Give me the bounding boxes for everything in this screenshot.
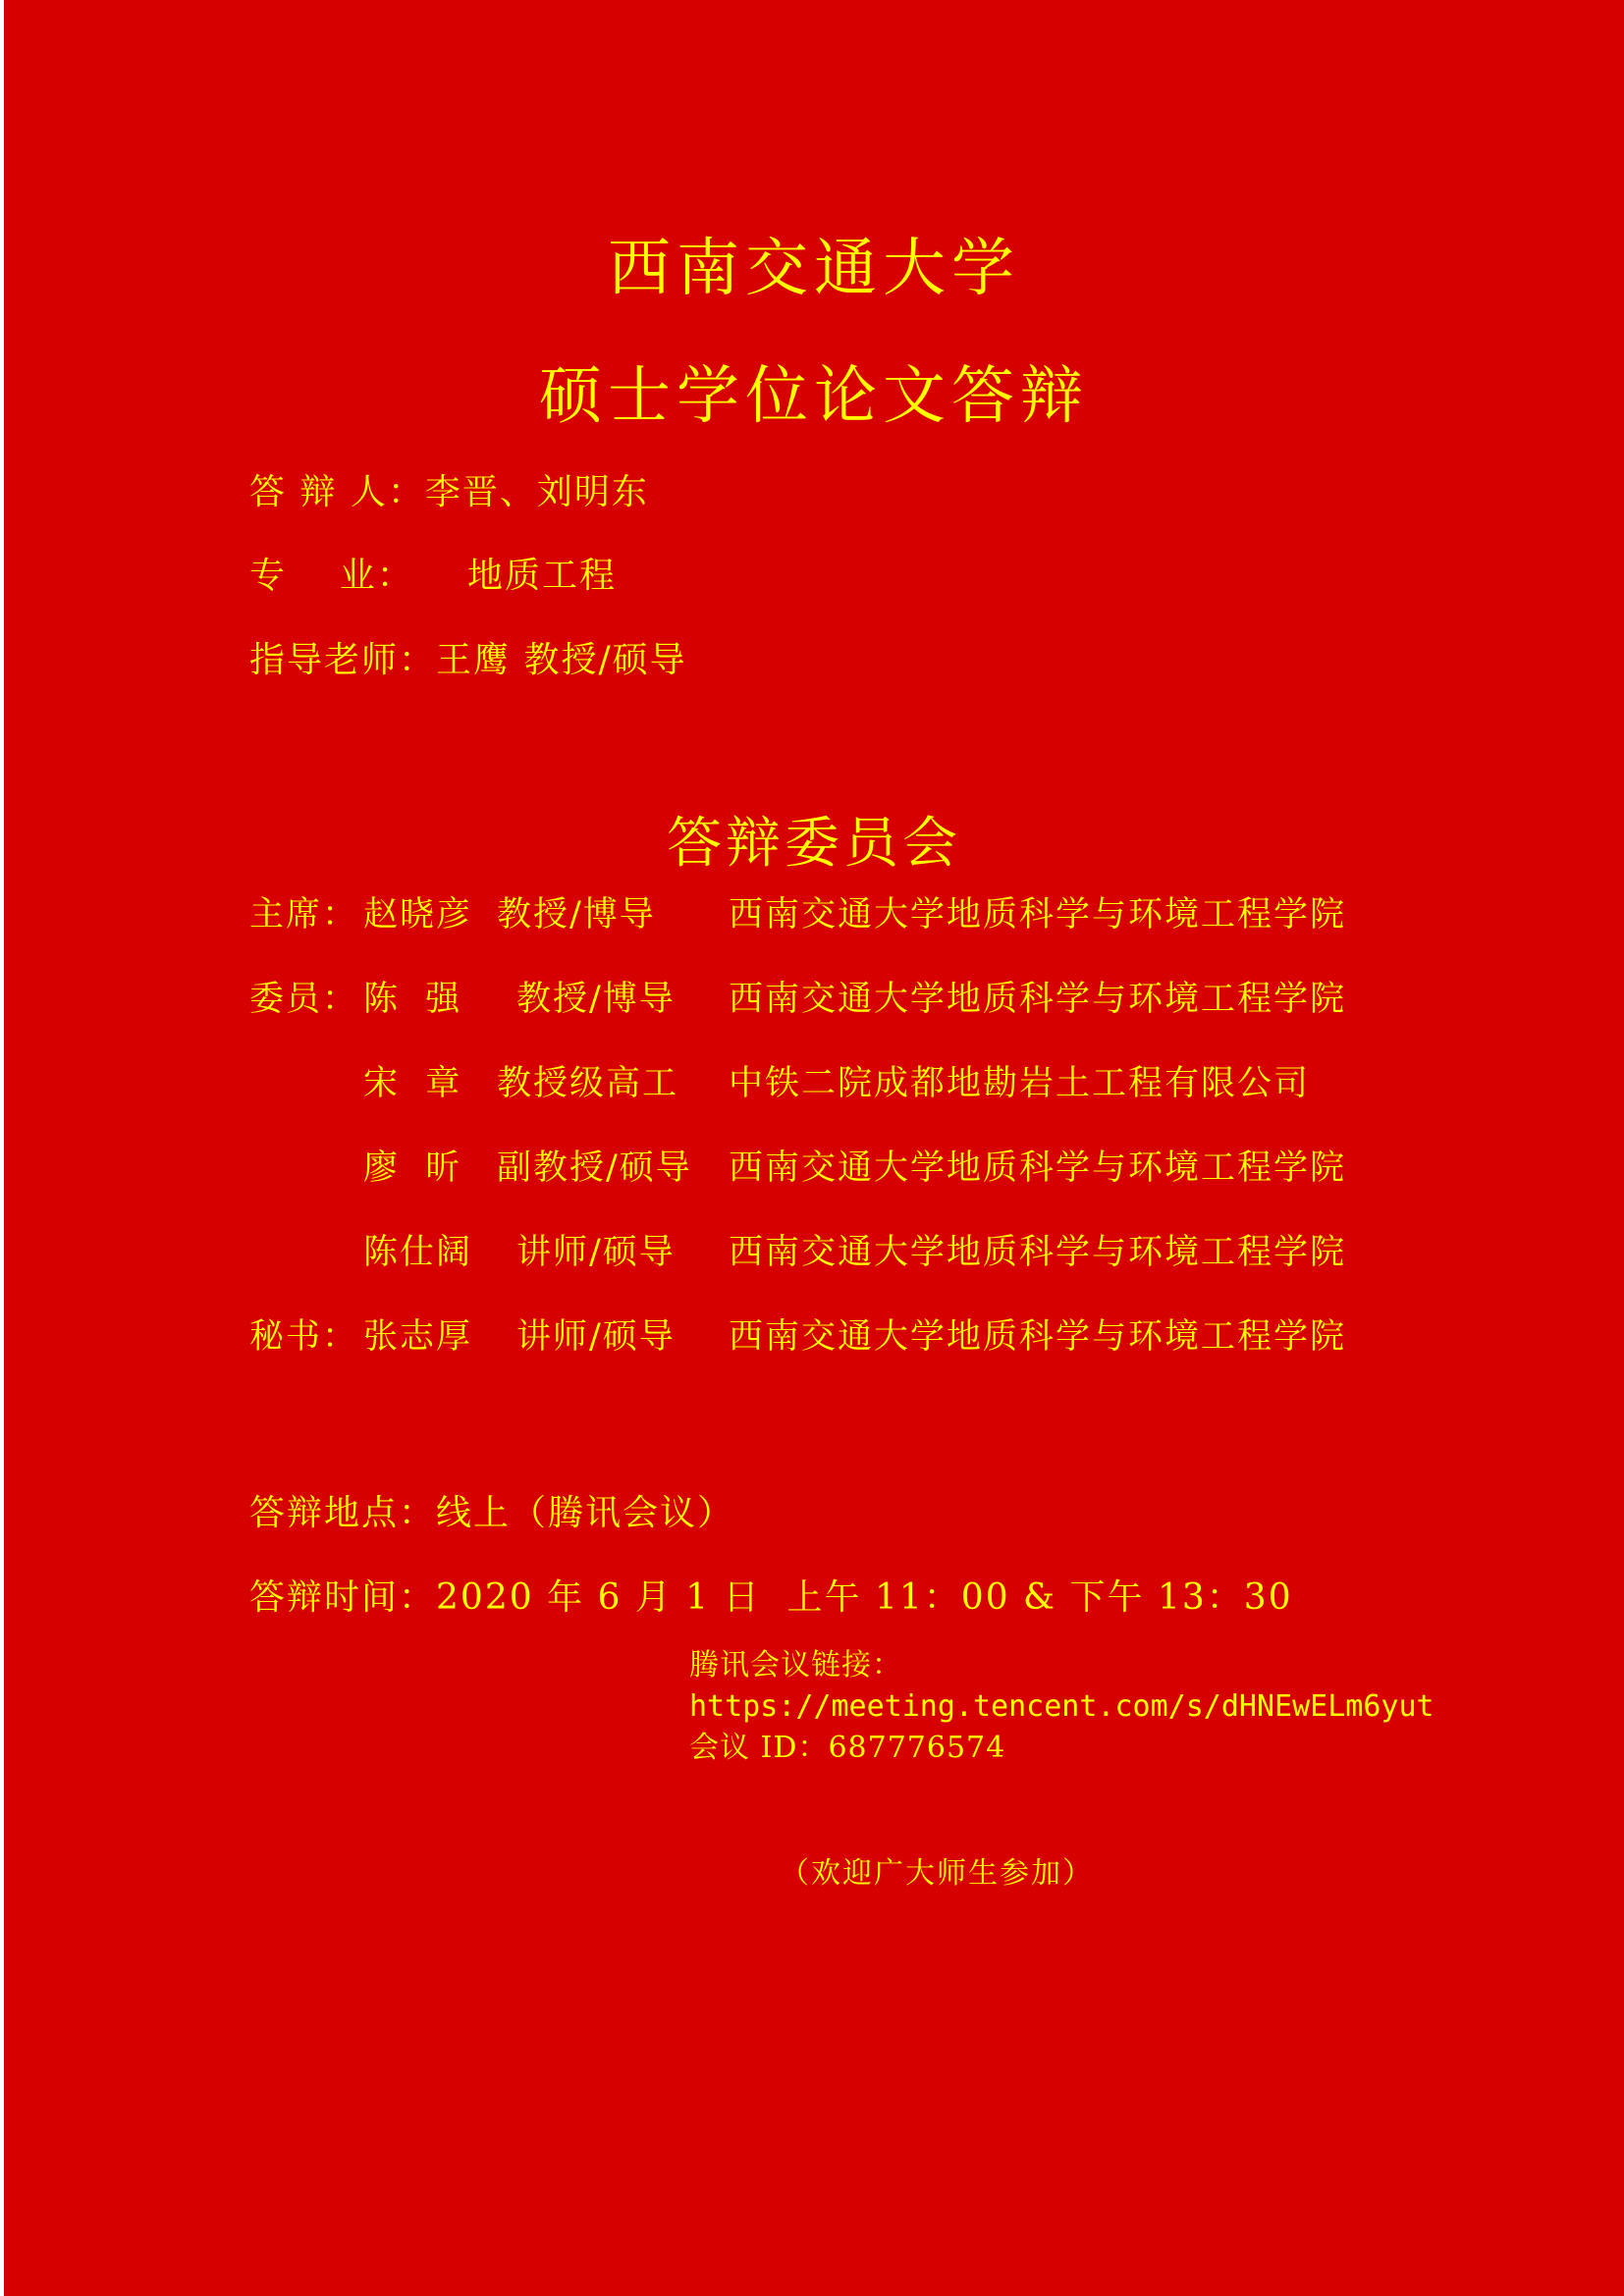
advisor-row [249,639,687,682]
committee-name: 赵晓彦 [363,895,473,934]
welcome-note: （欢迎广大师生参加） [780,1856,1094,1891]
committee-role: 秘书： [249,1317,359,1357]
committee-name: 陈 强 [363,980,462,1019]
meeting-link-url[interactable]: https://meeting.tencent.com/s/dHNEwELm6yut [689,1689,1435,1724]
committee-title-rank: 教授/博导 [497,895,656,934]
location-row [249,1492,734,1535]
defense-poster [4,0,1624,2296]
committee-title-rank: 副教授/硕导 [497,1148,692,1188]
committee-name: 张志厚 [363,1317,473,1357]
committee-title-rank: 讲师/硕导 [516,1233,676,1272]
time-label: 答辩时间： [249,1577,437,1618]
committee-role: 委员： [249,980,359,1019]
committee-role: 主席： [249,895,359,934]
time-row [249,1576,1293,1620]
major-label: 专 业： [249,556,414,596]
committee-name: 宋 章 [363,1064,462,1103]
committee-name: 廖 昕 [363,1148,462,1188]
committee-unit: 西南交通大学地质科学与环境工程学院 [729,1317,1347,1357]
committee-unit: 西南交通大学地质科学与环境工程学院 [729,980,1347,1019]
committee-row [4,978,1624,1021]
committee-unit: 西南交通大学地质科学与环境工程学院 [729,895,1347,934]
committee-row [4,1231,1624,1274]
committee-name: 陈仕阔 [363,1233,473,1272]
respondent-row [249,471,649,514]
committee-row [4,893,1624,936]
committee-title: 答辩委员会 [667,812,961,876]
meeting-link-label: 腾讯会议链接： [689,1648,902,1682]
committee-title-rank: 讲师/硕导 [516,1317,676,1357]
meeting-id: 会议 ID：687776574 [689,1731,1006,1765]
university-title: 西南交通大学 [608,233,1020,305]
time-value: 2020 年 6 月 1 日 上午 11：00 & 下午 13：30 [436,1577,1293,1618]
respondent-label: 答 辩 人： [249,472,425,512]
committee-unit: 西南交通大学地质科学与环境工程学院 [729,1148,1347,1188]
location-label: 答辩地点： [249,1493,437,1533]
major-row [249,555,617,598]
committee-title-rank: 教授级高工 [497,1064,679,1103]
advisor-label: 指导老师： [249,640,437,680]
committee-row [4,1315,1624,1359]
respondent-value: 李晋、刘明东 [424,472,649,512]
committee-row [4,1147,1624,1190]
committee-title-rank: 教授/博导 [516,980,676,1019]
defense-title: 硕士学位论文答辩 [539,360,1089,433]
committee-unit: 西南交通大学地质科学与环境工程学院 [729,1233,1347,1272]
major-value: 地质工程 [467,556,618,596]
location-value: 线上（腾讯会议） [436,1493,735,1533]
committee-unit: 中铁二院成都地勘岩土工程有限公司 [729,1064,1311,1103]
committee-row [4,1062,1624,1105]
advisor-value: 王鹰 教授/硕导 [436,640,687,680]
